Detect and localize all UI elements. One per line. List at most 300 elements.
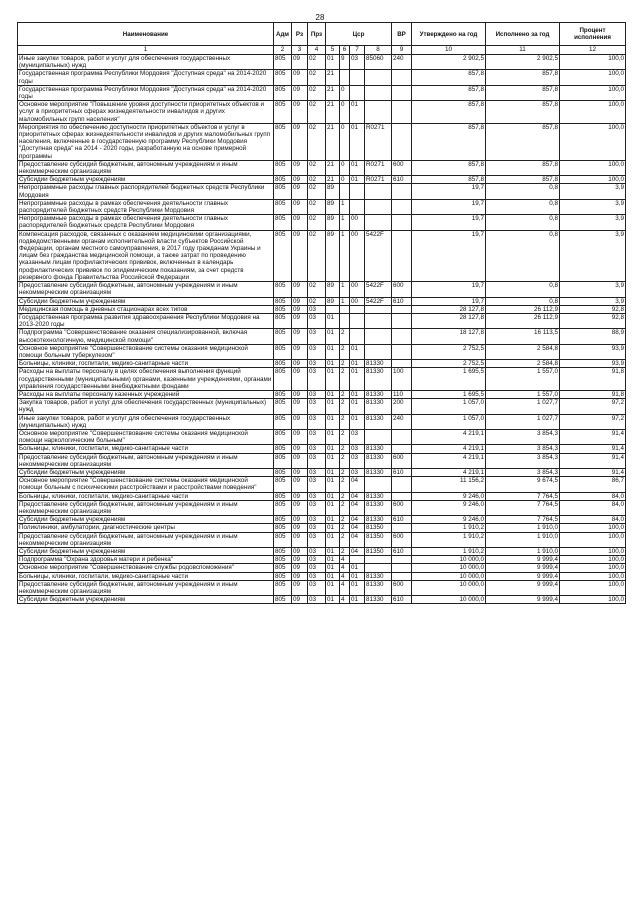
row-approved: 4 219,1: [412, 453, 486, 468]
table-row: [18, 360, 626, 368]
row-name: Компенсация расходов, связанных с оказанием медицинскими организациями, подведомственными органам исполнительной власти субъектов Российской Федерации, органам местного самоуправления, в 2017 году гражданам Украины и лицам без гражданства медицинской помощи, а также затрат по проведению указанным лицам профилактических прививок, включенных в календарь профилактических прививок по эпидемическим показаниям, за счет средств резервного фонда Правительства Российской Федерации: [18, 230, 274, 281]
row-percent: 100,0: [560, 532, 626, 547]
table-row: [18, 297, 626, 305]
row-rz: 09: [292, 368, 308, 391]
row-csr-1: 01: [326, 500, 340, 515]
row-rz: 09: [292, 101, 308, 124]
row-csr-2: 2: [340, 329, 350, 344]
row-prz: 02: [308, 123, 326, 160]
row-executed: 0,8: [486, 282, 560, 297]
row-executed: 857,8: [486, 101, 560, 124]
row-name: Иные закупки товаров, работ и услуг для обеспечения государственных (муниципальных) нужд: [18, 414, 274, 429]
row-adm: 805: [274, 360, 292, 368]
row-executed: 857,8: [486, 176, 560, 184]
table-row: [18, 492, 626, 500]
table-row: [18, 101, 626, 124]
row-adm: 805: [274, 85, 292, 100]
row-prz: 03: [308, 492, 326, 500]
header-prz: Прз: [308, 23, 326, 46]
row-csr-4: 81330: [365, 572, 392, 580]
row-csr-1: 01: [326, 313, 340, 328]
row-executed: 0,8: [486, 199, 560, 214]
row-rz: 09: [292, 344, 308, 359]
row-csr-3: 01: [350, 160, 365, 175]
row-rz: 09: [292, 556, 308, 564]
header-approved: Утверждено на год: [412, 23, 486, 46]
table-row: [18, 390, 626, 398]
row-approved: 1 910,2: [412, 548, 486, 556]
table-row: [18, 556, 626, 564]
row-csr-1: 89: [326, 297, 340, 305]
row-rz: 09: [292, 230, 308, 281]
row-adm: 805: [274, 580, 292, 595]
row-name: Медицинская помощь в дневных стационарах всех типов: [18, 305, 274, 313]
row-prz: 03: [308, 580, 326, 595]
row-approved: 1 695,5: [412, 368, 486, 391]
row-name: Государственная программа Республики Мордовия "Доступная среда" на 2014-2020 годы: [18, 70, 274, 85]
row-csr-4: [365, 329, 392, 344]
row-csr-1: 01: [326, 548, 340, 556]
row-executed: 9 674,5: [486, 477, 560, 492]
row-csr-2: 1: [340, 297, 350, 305]
row-csr-3: 01: [350, 123, 365, 160]
row-prz: 03: [308, 399, 326, 414]
row-name: Основное мероприятие "Совершенствование системы оказания медицинской помощи больным с психическими расстройствами и расстройствами поведения": [18, 477, 274, 492]
row-csr-4: 5422F: [365, 230, 392, 281]
row-adm: 805: [274, 184, 292, 199]
row-csr-3: [350, 556, 365, 564]
row-executed: 9 999,4: [486, 596, 560, 604]
row-percent: 93,9: [560, 360, 626, 368]
row-rz: 09: [292, 70, 308, 85]
row-executed: 3 854,3: [486, 429, 560, 444]
row-executed: 1 910,0: [486, 524, 560, 532]
row-csr-2: 0: [340, 85, 350, 100]
row-percent: 84,0: [560, 492, 626, 500]
row-vr: [392, 70, 412, 85]
row-prz: 03: [308, 596, 326, 604]
row-name: Основное мероприятие "Повышение уровня доступности приоритетных объектов и услуг в приоритетных сферах жизнедеятельности инвалидов и других маломобильных групп населения": [18, 101, 274, 124]
row-csr-3: [350, 305, 365, 313]
table-row: [18, 184, 626, 199]
row-adm: 805: [274, 176, 292, 184]
row-name: Субсидии бюджетным учреждениям: [18, 596, 274, 604]
index-cell: 4: [308, 46, 326, 55]
row-csr-4: 81330: [365, 453, 392, 468]
row-adm: 805: [274, 313, 292, 328]
row-prz: 03: [308, 468, 326, 476]
row-executed: 9 999,4: [486, 580, 560, 595]
table-row: [18, 572, 626, 580]
row-prz: 03: [308, 548, 326, 556]
row-executed: 9 999,4: [486, 556, 560, 564]
row-approved: 1 057,0: [412, 399, 486, 414]
row-csr-2: 2: [340, 492, 350, 500]
row-vr: [392, 492, 412, 500]
row-csr-2: 2: [340, 516, 350, 524]
row-approved: 857,8: [412, 160, 486, 175]
row-csr-3: [350, 329, 365, 344]
row-adm: 805: [274, 101, 292, 124]
row-approved: 19,7: [412, 215, 486, 230]
row-executed: 1 910,0: [486, 532, 560, 547]
row-rz: 09: [292, 429, 308, 444]
row-csr-3: 03: [350, 429, 365, 444]
row-percent: 93,9: [560, 344, 626, 359]
row-vr: 600: [392, 532, 412, 547]
row-csr-3: 01: [350, 564, 365, 572]
row-vr: [392, 184, 412, 199]
row-vr: 600: [392, 580, 412, 595]
row-vr: [392, 329, 412, 344]
row-csr-2: 0: [340, 123, 350, 160]
row-adm: 805: [274, 453, 292, 468]
row-csr-2: 1: [340, 215, 350, 230]
row-approved: 1 910,2: [412, 524, 486, 532]
index-cell: 12: [560, 46, 626, 55]
row-executed: 857,8: [486, 85, 560, 100]
row-adm: 805: [274, 123, 292, 160]
row-adm: 805: [274, 556, 292, 564]
row-vr: 600: [392, 282, 412, 297]
row-executed: 7 764,5: [486, 500, 560, 515]
row-rz: 09: [292, 160, 308, 175]
row-approved: 1 695,5: [412, 390, 486, 398]
row-csr-3: [350, 85, 365, 100]
row-name: Больницы, клиники, госпитали, медико-санитарные части: [18, 492, 274, 500]
row-name: Предоставление субсидий бюджетным, автономным учреждениям и иным некоммерческим организациям: [18, 500, 274, 515]
row-rz: 09: [292, 123, 308, 160]
row-prz: 02: [308, 282, 326, 297]
row-percent: 100,0: [560, 556, 626, 564]
row-adm: 805: [274, 282, 292, 297]
row-percent: 84,0: [560, 500, 626, 515]
row-percent: 100,0: [560, 55, 626, 70]
row-prz: 03: [308, 445, 326, 453]
row-percent: 3,9: [560, 297, 626, 305]
row-adm: 805: [274, 399, 292, 414]
row-name: Расходы на выплаты персоналу казенных учреждений: [18, 390, 274, 398]
row-adm: 805: [274, 230, 292, 281]
row-approved: 19,7: [412, 282, 486, 297]
row-name: Подпрограмма "Совершенствование оказания специализированной, включая высокотехнологичную, медицинской помощи": [18, 329, 274, 344]
table-row: [18, 85, 626, 100]
row-percent: 100,0: [560, 70, 626, 85]
row-rz: 09: [292, 313, 308, 328]
row-rz: 09: [292, 572, 308, 580]
row-approved: 857,8: [412, 85, 486, 100]
row-rz: 09: [292, 532, 308, 547]
row-csr-4: 81350: [365, 524, 392, 532]
row-csr-1: 01: [326, 445, 340, 453]
row-executed: 1 910,0: [486, 548, 560, 556]
row-csr-3: [350, 199, 365, 214]
row-csr-1: 21: [326, 160, 340, 175]
row-approved: 857,8: [412, 70, 486, 85]
row-executed: 1 027,7: [486, 399, 560, 414]
row-csr-4: 85060: [365, 55, 392, 70]
table-row: [18, 199, 626, 214]
row-csr-4: [365, 215, 392, 230]
table-row: [18, 399, 626, 414]
row-name: Субсидии бюджетным учреждениям: [18, 468, 274, 476]
row-adm: 805: [274, 390, 292, 398]
row-name: Государственная программа развития здравоохранения Республики Мордовия на 2013-2020 годы: [18, 313, 274, 328]
row-vr: [392, 360, 412, 368]
row-csr-1: 01: [326, 390, 340, 398]
row-adm: 805: [274, 368, 292, 391]
table-row: [18, 500, 626, 515]
row-percent: 100,0: [560, 123, 626, 160]
row-prz: 03: [308, 477, 326, 492]
row-vr: 610: [392, 468, 412, 476]
row-rz: 09: [292, 305, 308, 313]
row-approved: 28 127,8: [412, 313, 486, 328]
row-csr-3: 00: [350, 297, 365, 305]
row-percent: 92,8: [560, 305, 626, 313]
row-csr-1: 01: [326, 516, 340, 524]
row-adm: 805: [274, 215, 292, 230]
row-executed: 1 557,0: [486, 368, 560, 391]
row-approved: 2 752,5: [412, 344, 486, 359]
row-csr-3: 01: [350, 399, 365, 414]
row-vr: 610: [392, 176, 412, 184]
row-prz: 03: [308, 313, 326, 328]
row-approved: 19,7: [412, 297, 486, 305]
row-rz: 09: [292, 414, 308, 429]
row-csr-3: [350, 184, 365, 199]
row-adm: 805: [274, 305, 292, 313]
row-csr-1: 01: [326, 572, 340, 580]
row-vr: [392, 572, 412, 580]
row-csr-1: 21: [326, 70, 340, 85]
table-row: [18, 596, 626, 604]
row-csr-2: 2: [340, 477, 350, 492]
page-number: 28: [315, 13, 325, 22]
row-approved: 10 000,0: [412, 580, 486, 595]
row-csr-1: 89: [326, 230, 340, 281]
row-adm: 805: [274, 414, 292, 429]
row-approved: 9 246,0: [412, 516, 486, 524]
row-csr-3: 01: [350, 596, 365, 604]
row-csr-3: 00: [350, 215, 365, 230]
row-csr-2: 2: [340, 532, 350, 547]
row-percent: 86,7: [560, 477, 626, 492]
row-approved: 4 219,1: [412, 468, 486, 476]
row-csr-4: [365, 429, 392, 444]
row-csr-1: 01: [326, 399, 340, 414]
row-csr-1: 01: [326, 429, 340, 444]
row-vr: 610: [392, 297, 412, 305]
row-csr-2: 2: [340, 344, 350, 359]
row-vr: [392, 85, 412, 100]
row-percent: 100,0: [560, 580, 626, 595]
row-csr-2: [340, 313, 350, 328]
table-row: [18, 305, 626, 313]
row-csr-4: [365, 101, 392, 124]
row-rz: 09: [292, 399, 308, 414]
row-csr-2: 2: [340, 468, 350, 476]
row-csr-1: 21: [326, 176, 340, 184]
row-approved: 18 127,8: [412, 329, 486, 344]
index-cell: 1: [18, 46, 274, 55]
row-rz: 09: [292, 215, 308, 230]
row-csr-4: [365, 564, 392, 572]
row-prz: 02: [308, 70, 326, 85]
index-cell: 10: [412, 46, 486, 55]
row-rz: 09: [292, 282, 308, 297]
row-approved: 9 246,0: [412, 500, 486, 515]
row-percent: 97,2: [560, 414, 626, 429]
row-csr-1: 21: [326, 101, 340, 124]
row-approved: 11 156,2: [412, 477, 486, 492]
table-row: [18, 564, 626, 572]
row-percent: 100,0: [560, 596, 626, 604]
row-rz: 09: [292, 360, 308, 368]
table-row: [18, 230, 626, 281]
row-approved: 1 057,0: [412, 414, 486, 429]
row-adm: 805: [274, 524, 292, 532]
index-cell: 8: [365, 46, 392, 55]
row-csr-3: 04: [350, 524, 365, 532]
row-vr: [392, 101, 412, 124]
row-executed: 3 854,3: [486, 468, 560, 476]
row-csr-2: 9: [340, 55, 350, 70]
row-name: Расходы на выплаты персоналу в целях обеспечения выполнения функций государственными (муниципальными) органами, казенными учреждениями, органами управления государственными внебюджетными фондами: [18, 368, 274, 391]
row-percent: 100,0: [560, 548, 626, 556]
row-prz: 03: [308, 524, 326, 532]
row-executed: 2 584,8: [486, 360, 560, 368]
row-csr-2: 2: [340, 399, 350, 414]
row-rz: 09: [292, 500, 308, 515]
row-rz: 09: [292, 453, 308, 468]
row-vr: [392, 564, 412, 572]
row-executed: 26 112,9: [486, 305, 560, 313]
row-csr-1: 01: [326, 556, 340, 564]
row-csr-3: 01: [350, 368, 365, 391]
row-csr-2: [340, 184, 350, 199]
row-csr-4: 81330: [365, 445, 392, 453]
row-adm: 805: [274, 55, 292, 70]
row-name: Подпрограмма "Охрана здоровья матери и ребенка": [18, 556, 274, 564]
row-csr-3: 01: [350, 572, 365, 580]
row-csr-4: 81330: [365, 468, 392, 476]
row-csr-3: 01: [350, 101, 365, 124]
row-csr-1: 01: [326, 532, 340, 547]
header-vr: ВР: [392, 23, 412, 46]
row-approved: 4 219,1: [412, 429, 486, 444]
row-name: Непрограммные расходы в рамках обеспечения деятельности главных распорядителей бюджетных средств Республики Мордовия: [18, 199, 274, 214]
row-csr-3: 01: [350, 360, 365, 368]
row-rz: 09: [292, 564, 308, 572]
row-prz: 03: [308, 572, 326, 580]
header-adm: Адм: [274, 23, 292, 46]
header-executed: Исполнено за год: [486, 23, 560, 46]
row-percent: 100,0: [560, 160, 626, 175]
row-csr-4: [365, 70, 392, 85]
row-csr-4: [365, 556, 392, 564]
row-csr-4: 81330: [365, 516, 392, 524]
row-adm: 805: [274, 572, 292, 580]
row-prz: 03: [308, 414, 326, 429]
row-percent: 100,0: [560, 564, 626, 572]
row-csr-4: 81330: [365, 399, 392, 414]
row-adm: 805: [274, 596, 292, 604]
row-rz: 09: [292, 468, 308, 476]
table-row: [18, 344, 626, 359]
row-csr-2: [340, 305, 350, 313]
row-vr: 610: [392, 548, 412, 556]
row-csr-4: 81330: [365, 492, 392, 500]
row-csr-3: 03: [350, 445, 365, 453]
row-csr-4: 81330: [365, 368, 392, 391]
row-rz: 09: [292, 580, 308, 595]
row-csr-1: 89: [326, 215, 340, 230]
row-adm: 805: [274, 329, 292, 344]
row-rz: 09: [292, 596, 308, 604]
index-cell: 7: [350, 46, 365, 55]
row-csr-2: 4: [340, 556, 350, 564]
row-csr-4: R0271: [365, 160, 392, 175]
row-approved: 19,7: [412, 199, 486, 214]
row-executed: 0,8: [486, 297, 560, 305]
row-prz: 03: [308, 329, 326, 344]
budget-table: [17, 22, 626, 604]
row-csr-4: 81330: [365, 414, 392, 429]
row-csr-1: 01: [326, 524, 340, 532]
row-percent: 100,0: [560, 572, 626, 580]
row-executed: 857,8: [486, 160, 560, 175]
row-rz: 09: [292, 55, 308, 70]
row-csr-1: 01: [326, 344, 340, 359]
row-name: Больницы, клиники, госпитали, медико-санитарные части: [18, 360, 274, 368]
row-approved: 10 000,0: [412, 596, 486, 604]
row-vr: [392, 556, 412, 564]
row-percent: 88,9: [560, 329, 626, 344]
row-csr-3: 04: [350, 516, 365, 524]
row-vr: 610: [392, 516, 412, 524]
row-csr-1: 01: [326, 492, 340, 500]
header-row: [18, 23, 626, 46]
row-prz: 03: [308, 305, 326, 313]
row-name: Субсидии бюджетным учреждениям: [18, 297, 274, 305]
row-prz: 03: [308, 453, 326, 468]
row-csr-1: 01: [326, 360, 340, 368]
row-vr: 600: [392, 160, 412, 175]
row-adm: 805: [274, 548, 292, 556]
row-vr: [392, 524, 412, 532]
index-row: [18, 46, 626, 55]
row-name: Мероприятия по обеспечению доступности приоритетных объектов и услуг в приоритетных сферах жизнедеятельности инвалидов и других маломобильных групп населения, включенные в государственную программу Республики Мордовия "Доступная среда" на 2014 - 2020 годы, разработанную на основе примерной программы: [18, 123, 274, 160]
table-row: [18, 123, 626, 160]
row-prz: 03: [308, 556, 326, 564]
row-name: Основное мероприятие "Совершенствование системы оказания медицинской помощи больным туберкулезом": [18, 344, 274, 359]
row-executed: 0,8: [486, 184, 560, 199]
table-row: [18, 468, 626, 476]
index-cell: 9: [392, 46, 412, 55]
row-executed: 7 764,5: [486, 492, 560, 500]
row-adm: 805: [274, 445, 292, 453]
row-vr: 240: [392, 55, 412, 70]
row-csr-1: 01: [326, 55, 340, 70]
row-csr-3: [350, 313, 365, 328]
row-adm: 805: [274, 564, 292, 572]
row-csr-2: 4: [340, 596, 350, 604]
row-executed: 1 027,7: [486, 414, 560, 429]
row-csr-1: 89: [326, 199, 340, 214]
row-csr-1: 21: [326, 85, 340, 100]
row-csr-2: 2: [340, 429, 350, 444]
